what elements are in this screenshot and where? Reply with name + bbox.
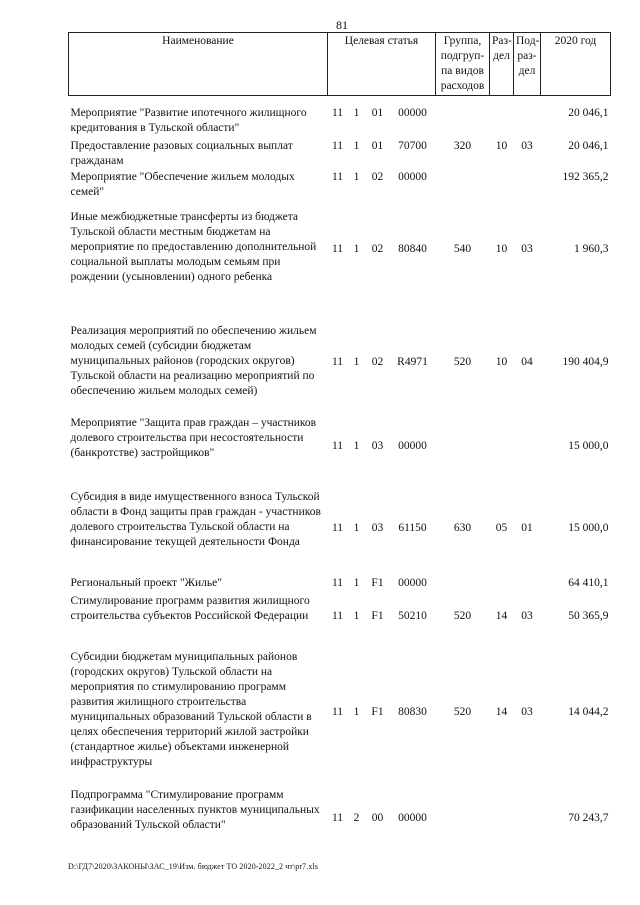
row-code-3: 01 — [371, 107, 384, 119]
row-name: Мероприятие "Развитие ипотечного жилищного кредитования в Тульской области" — [70, 107, 307, 134]
page-number: 81 — [336, 18, 348, 32]
file-path-footer: D:\ГД7\2020\ЗАКОНЫ\ЗАС_19\Изм. бюджет ТО 2020-2022_2 чт\pr7.xls — [68, 862, 318, 871]
header-subsection: Под-раз-дел — [514, 33, 541, 96]
row-section: 10 — [495, 356, 508, 368]
row-group: 540 — [453, 243, 472, 255]
row-code-3: 01 — [371, 140, 384, 152]
row-code-2: 1 — [353, 171, 360, 183]
row-code-3: F1 — [371, 706, 384, 718]
table-row — [69, 490, 611, 576]
row-code-3: 02 — [371, 243, 384, 255]
row-section: 10 — [495, 140, 508, 152]
row-code-4: R4971 — [397, 356, 428, 368]
row-group — [436, 170, 490, 210]
row-group: 520 — [453, 610, 472, 622]
row-code-3: 02 — [371, 171, 384, 183]
table-row — [69, 210, 611, 324]
row-amount: 190 404,9 — [562, 356, 609, 368]
row-code-1: 11 — [331, 356, 344, 368]
row-amount: 192 365,2 — [562, 171, 609, 183]
row-subsection: 03 — [521, 610, 533, 622]
row-amount: 15 000,0 — [568, 522, 609, 534]
table-row — [69, 650, 611, 788]
row-subsection: 03 — [521, 140, 533, 152]
row-name: Субсидии бюджетам муниципальных районов (городских округов) Тульской области на мероприятия по стимулированию программ развития жилищного строительства муниципальных образований Тульской области в целях обеспечения территорий жилой застройки (стандартное жилье) объектами инженерной инфраструктуры — [70, 651, 312, 768]
table-row — [69, 96, 611, 137]
row-amount: 20 046,1 — [568, 107, 609, 119]
table-row — [69, 136, 611, 170]
row-code-4: 61150 — [398, 522, 427, 534]
row-code-4: 80830 — [398, 706, 427, 718]
row-name: Иные межбюджетные трансферты из бюджета Тульской области местным бюджетам на мероприятие по предоставлению дополнительной социальной выплаты молодым семьям при рождении (усыновлении) одного ребенка — [70, 211, 317, 283]
row-subsection: 03 — [521, 706, 533, 718]
row-code-4: 00000 — [398, 812, 427, 824]
row-name: Мероприятие "Обеспечение жильем молодых семей" — [70, 171, 295, 198]
row-group — [436, 788, 490, 856]
row-code-2: 1 — [353, 610, 360, 622]
row-subsection: 04 — [521, 356, 533, 368]
row-group — [436, 576, 490, 594]
row-section — [490, 576, 514, 594]
row-subsection — [514, 170, 541, 210]
row-amount: 70 243,7 — [568, 812, 609, 824]
row-code-4: 80840 — [398, 243, 427, 255]
row-name: Стимулирование программ развития жилищного строительства субъектов Российской Федерации — [70, 595, 310, 622]
row-group: 320 — [453, 140, 472, 152]
row-code-4: 00000 — [398, 440, 427, 452]
row-name: Реализация мероприятий по обеспечению жильем молодых семей (субсидии бюджетам муниципальных районов (городских округов) Тульской области на реализацию мероприятий по обеспечению жильем молодых семей) — [70, 325, 317, 397]
row-amount: 15 000,0 — [568, 440, 609, 452]
header-year: 2020 год — [541, 33, 611, 96]
row-section — [490, 416, 514, 490]
row-code-1: 11 — [331, 522, 344, 534]
row-code-1: 11 — [331, 140, 344, 152]
header-group: Группа, подгруп-па видов расходов — [436, 33, 490, 96]
header-section: Раз-дел — [490, 33, 514, 96]
row-section: 14 — [495, 706, 508, 718]
row-group: 520 — [453, 356, 472, 368]
row-code-3: 02 — [371, 356, 384, 368]
table-row — [69, 416, 611, 490]
table-header — [69, 33, 611, 96]
header-target: Целевая статья — [328, 33, 436, 96]
row-subsection — [514, 416, 541, 490]
row-code-3: F1 — [371, 610, 384, 622]
table-row — [69, 576, 611, 594]
row-code-3: F1 — [371, 577, 384, 589]
row-amount: 20 046,1 — [568, 140, 609, 152]
table-row — [69, 594, 611, 650]
row-name: Предоставление разовых социальных выплат гражданам — [70, 140, 293, 167]
row-code-4: 00000 — [398, 107, 427, 119]
row-section: 10 — [495, 243, 508, 255]
row-code-1: 11 — [331, 243, 344, 255]
row-subsection: 01 — [521, 522, 533, 534]
row-code-1: 11 — [331, 610, 344, 622]
row-section: 14 — [495, 610, 508, 622]
row-code-1: 11 — [331, 812, 344, 824]
row-code-2: 1 — [353, 522, 360, 534]
row-amount: 1 960,3 — [574, 243, 609, 255]
row-code-2: 1 — [353, 243, 360, 255]
row-code-2: 1 — [353, 140, 360, 152]
row-code-2: 1 — [353, 107, 360, 119]
row-amount: 14 044,2 — [568, 706, 609, 718]
row-section: 05 — [495, 522, 508, 534]
row-code-4: 00000 — [398, 577, 427, 589]
table-row — [69, 324, 611, 416]
row-subsection — [514, 576, 541, 594]
row-subsection — [514, 788, 541, 856]
row-code-2: 1 — [353, 356, 360, 368]
row-code-2: 1 — [353, 577, 360, 589]
row-amount: 50 365,9 — [568, 610, 609, 622]
row-code-2: 2 — [353, 812, 360, 824]
table-row — [69, 788, 611, 856]
row-amount: 64 410,1 — [568, 577, 609, 589]
row-code-4: 50210 — [398, 610, 427, 622]
row-name: Подпрограмма "Стимулирование программ газификации населенных пунктов муниципальных образований Тульской области" — [70, 789, 320, 831]
row-section — [490, 96, 514, 137]
row-code-3: 03 — [371, 522, 384, 534]
row-code-3: 03 — [371, 440, 384, 452]
row-code-3: 00 — [371, 812, 384, 824]
row-code-4: 70700 — [398, 140, 427, 152]
row-group: 520 — [453, 706, 472, 718]
row-name: Региональный проект "Жилье" — [70, 577, 222, 589]
table-row — [69, 170, 611, 210]
row-name: Субсидия в виде имущественного взноса Тульской области в Фонд защиты прав граждан - участников долевого строительства Тульской области на финансирование текущей деятельности Фонда — [70, 491, 321, 548]
header-name: Наименование — [69, 33, 328, 96]
row-code-1: 11 — [331, 107, 344, 119]
row-code-1: 11 — [331, 577, 344, 589]
row-code-2: 1 — [353, 706, 360, 718]
row-group — [436, 416, 490, 490]
row-section — [490, 788, 514, 856]
row-code-2: 1 — [353, 440, 360, 452]
row-subsection: 03 — [521, 243, 533, 255]
row-group — [436, 96, 490, 137]
row-code-1: 11 — [331, 171, 344, 183]
row-section — [490, 170, 514, 210]
row-code-4: 00000 — [398, 171, 427, 183]
row-subsection — [514, 96, 541, 137]
row-group: 630 — [453, 522, 472, 534]
budget-table — [68, 32, 611, 856]
row-code-1: 11 — [331, 440, 344, 452]
row-code-1: 11 — [331, 706, 344, 718]
row-name: Мероприятие "Защита прав граждан – участников долевого строительства при несостоятельности (банкротстве) застройщиков" — [70, 417, 317, 459]
